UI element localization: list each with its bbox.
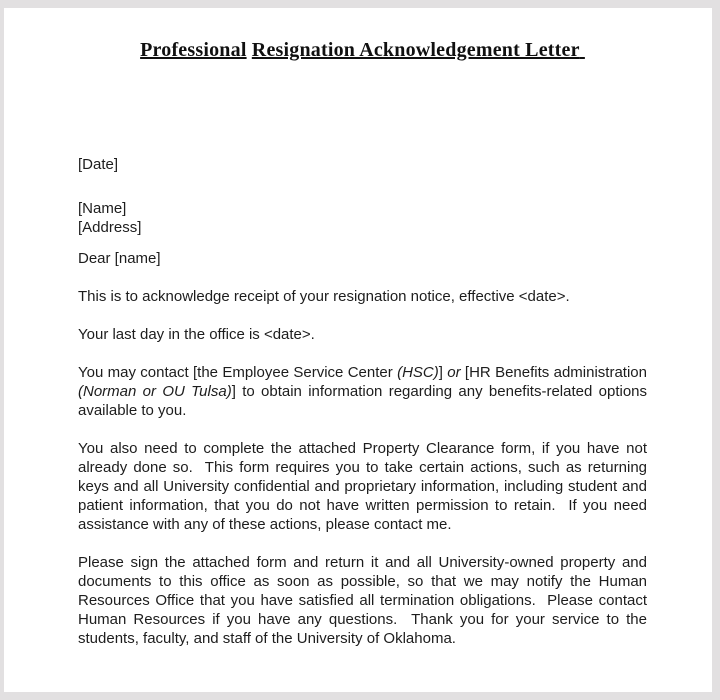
letter-title-part1: Professional [140,39,247,61]
letter-body [78,287,652,648]
date-placeholder: [Date] [78,156,119,173]
recipient-block [78,199,647,237]
letter-paragraph [78,325,647,344]
paragraph-segment: You may contact [the Employee Service Center [78,364,398,381]
paragraph-segment: Please sign the attached form and return it and all University-owned property and documents to this office as soon as possible, so that we may notify the Human Resources Office that you have satisfied all termination obligations. Please contact Human Resources if you have any questions. Thank you for your service to the students, faculty, and staff of the University of Oklahoma. [78,554,652,647]
paragraph-segment: This is to acknowledge receipt of your resignation notice, effective <date>. [78,288,570,305]
letter-title-trailing-underline [580,39,585,61]
paragraph-segment: ] [438,364,448,381]
paragraph-segment-italic: (HSC) [397,364,439,381]
letter-paragraph [78,363,652,420]
letter-paragraph [78,553,652,648]
letter-paragraph [78,439,652,534]
letter-paragraph [78,287,647,306]
paragraph-segment-italic: or [447,364,461,381]
letter-title-part2: Resignation Acknowledgement Letter [251,39,580,61]
letter-title [78,38,647,62]
paragraph-segment: You also need to complete the attached Property Clearance form, if you have not already done so. This form requires you to take certain actions, such as returning keys and all University confidential and proprietary information, including student and patient information, that you do not have written permission to retain. If you need assistance with any of these actions, please contact me. [78,440,652,533]
recipient-name: [Name] [78,200,127,217]
paragraph-segment-italic: (Norman or OU Tulsa) [78,383,232,400]
letter-page [4,8,712,692]
paragraph-segment: ] to obtain information regarding any benefits-related options available to you. [78,383,652,419]
paragraph-segment: [HR Benefits administration [460,364,652,381]
salutation: Dear [name] [78,250,161,267]
paragraph-segment: Your last day in the office is <date>. [78,326,315,343]
recipient-address: [Address] [78,219,142,236]
